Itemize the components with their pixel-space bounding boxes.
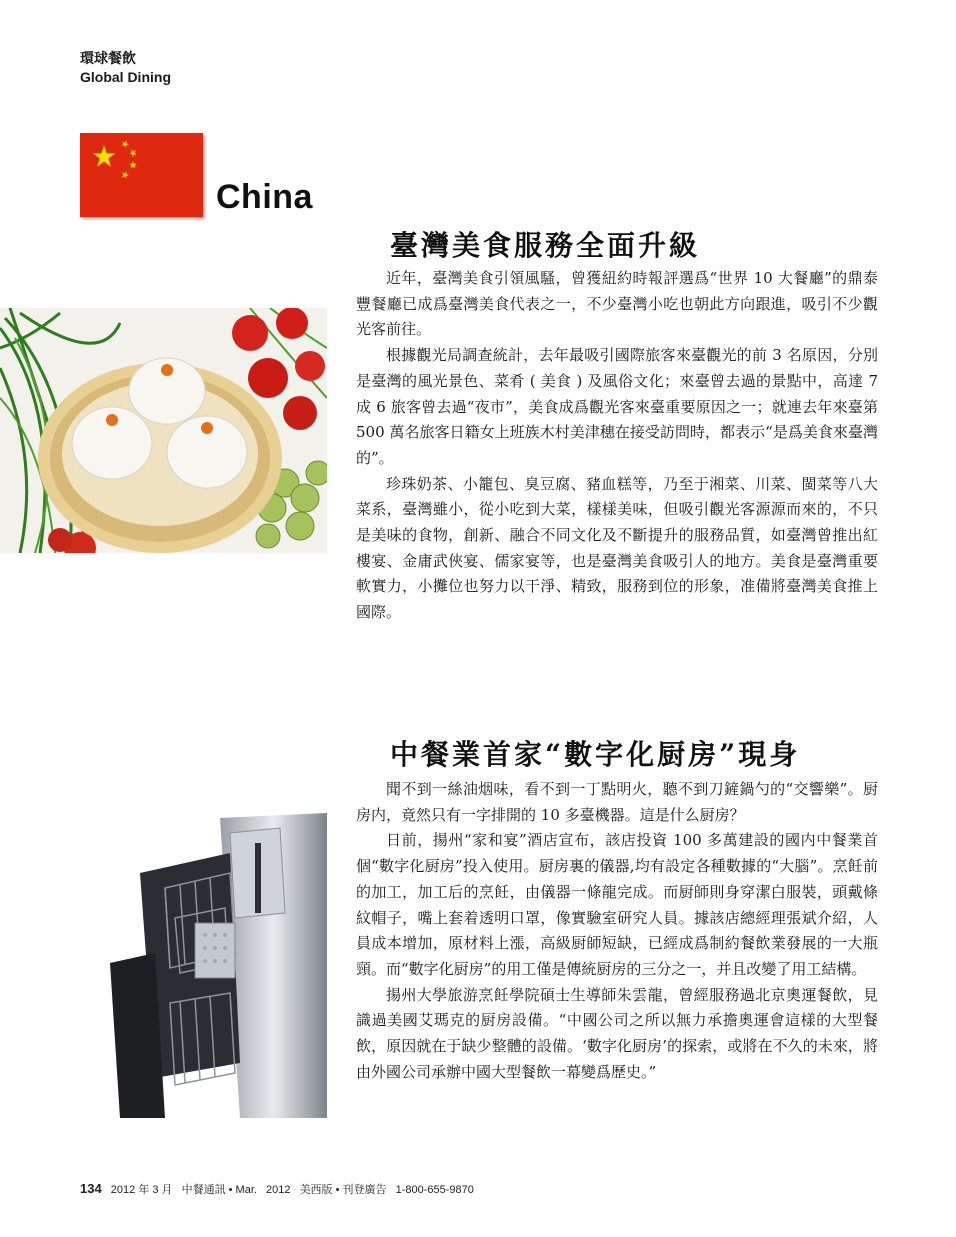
digital-kitchen-appliance-photo <box>80 813 327 1118</box>
article1-paragraph: 近年，臺灣美食引領風騷，曾獲紐約時報評選爲“世界 10 大餐廳”的鼎泰豐餐廳已成爲臺灣美食代表之一，不少臺灣小吃也朝此方向跟進，吸引不少觀光客前往。 <box>356 269 878 339</box>
page-footer <box>80 1181 480 1197</box>
china-flag-icon <box>80 133 203 217</box>
article2-paragraph: 聞不到一絲油烟味，看不到一丁點明火，聽不到刀鏟鍋勺的“交響樂”。厨房内，竟然只有一字排開的 10 多臺機器。這是什么厨房？ <box>356 780 878 824</box>
country-title: China <box>216 178 313 216</box>
footer-year: 2012 <box>266 1184 291 1196</box>
article1-paragraph: 根據觀光局調查統計，去年最吸引國際旅客來臺觀光的前 3 名原因，分別是臺灣的風光景色、菜肴 ( 美食 ) 及風俗文化；來臺曾去過的景點中，高達 7 成 6 旅客曾去過“夜市”，美食成爲觀光客來臺重要原因之一；就連去年來臺第 500 萬名旅客日籍女上班族木村美津穗在接受訪問時，都表示“是爲美食來臺灣的”。 <box>356 346 878 467</box>
small-star-icon <box>120 170 130 179</box>
article2-title: 中餐業首家“數字化厨房”現身 <box>390 738 801 771</box>
article2-paragraph: 日前，揚州“家和宴”酒店宣布，該店投資 100 多萬建設的國内中餐業首個“數字化厨房”投入使用。厨房裏的儀器,均有設定各種數據的“大腦”。烹飪前的加工，加工后的烹飪，由儀器一條龍完成。而厨師則身穿潔白服裝，頭戴條紋帽子，嘴上套着透明口罩，像實驗室研究人員。據該店總經理張斌介紹，人員成本增加，原材料上漲，高級厨師短缺，已經成爲制約餐飲業發展的一大瓶頸。而“數字化厨房”的用工僅是傳統厨房的三分之一，并且改變了用工結構。 <box>356 831 878 978</box>
article1-paragraph: 珍珠奶茶、小籠包、臭豆腐、豬血糕等，乃至于湘菜、川菜、閩菜等八大菜系，臺灣雖小，從小吃到大菜，樣樣美味，但吸引觀光客源源而來的，不只是美味的食物，創新、融合不同文化及不斷提升的服務品質，如臺灣曾推出紅樓宴、金庸武俠宴、儒家宴等，也是臺灣美食吸引人的地方。美食是臺灣重要軟實力，小攤位也努力以干淨、精致，服務到位的形象，准備將臺灣美食推上國際。 <box>356 474 878 622</box>
small-star-icon <box>120 139 130 149</box>
article2-paragraph: 揚州大學旅游烹飪學院碩士生導師朱雲龍，曾經服務過北京奧運餐飲，見識過美國艾瑪克的厨房設備。“中國公司之所以無力承擔奧運會這樣的大型餐飲，原因就在于缺少整體的設備。‘數字化厨房’的探索，或將在不久的未來，將由外國公司承辦中國大型餐飲一幕變爲歷史。” <box>356 985 878 1081</box>
footer-phone: 1-800-655-9870 <box>395 1184 474 1196</box>
flag-stars <box>80 133 203 217</box>
section-header <box>80 50 171 86</box>
small-star-icon <box>129 160 138 170</box>
footer-date: 2012 年 3 月 <box>110 1184 173 1196</box>
section-title-zh: 環球餐飲 <box>80 51 136 67</box>
article2-body <box>356 777 878 1085</box>
small-star-icon <box>128 147 138 157</box>
page-number: 134 <box>80 1181 102 1196</box>
section-title-en: Global Dining <box>80 69 171 85</box>
big-star-icon <box>93 145 116 167</box>
footer-magazine: 中餐通訊 • Mar. <box>181 1184 257 1196</box>
footer-edition: 美西版 • 刊登廣告 <box>299 1184 387 1196</box>
article1-title: 臺灣美食服務全面升級 <box>390 229 701 262</box>
article1-body <box>356 266 878 626</box>
dumpling-steamer-photo <box>0 308 327 553</box>
